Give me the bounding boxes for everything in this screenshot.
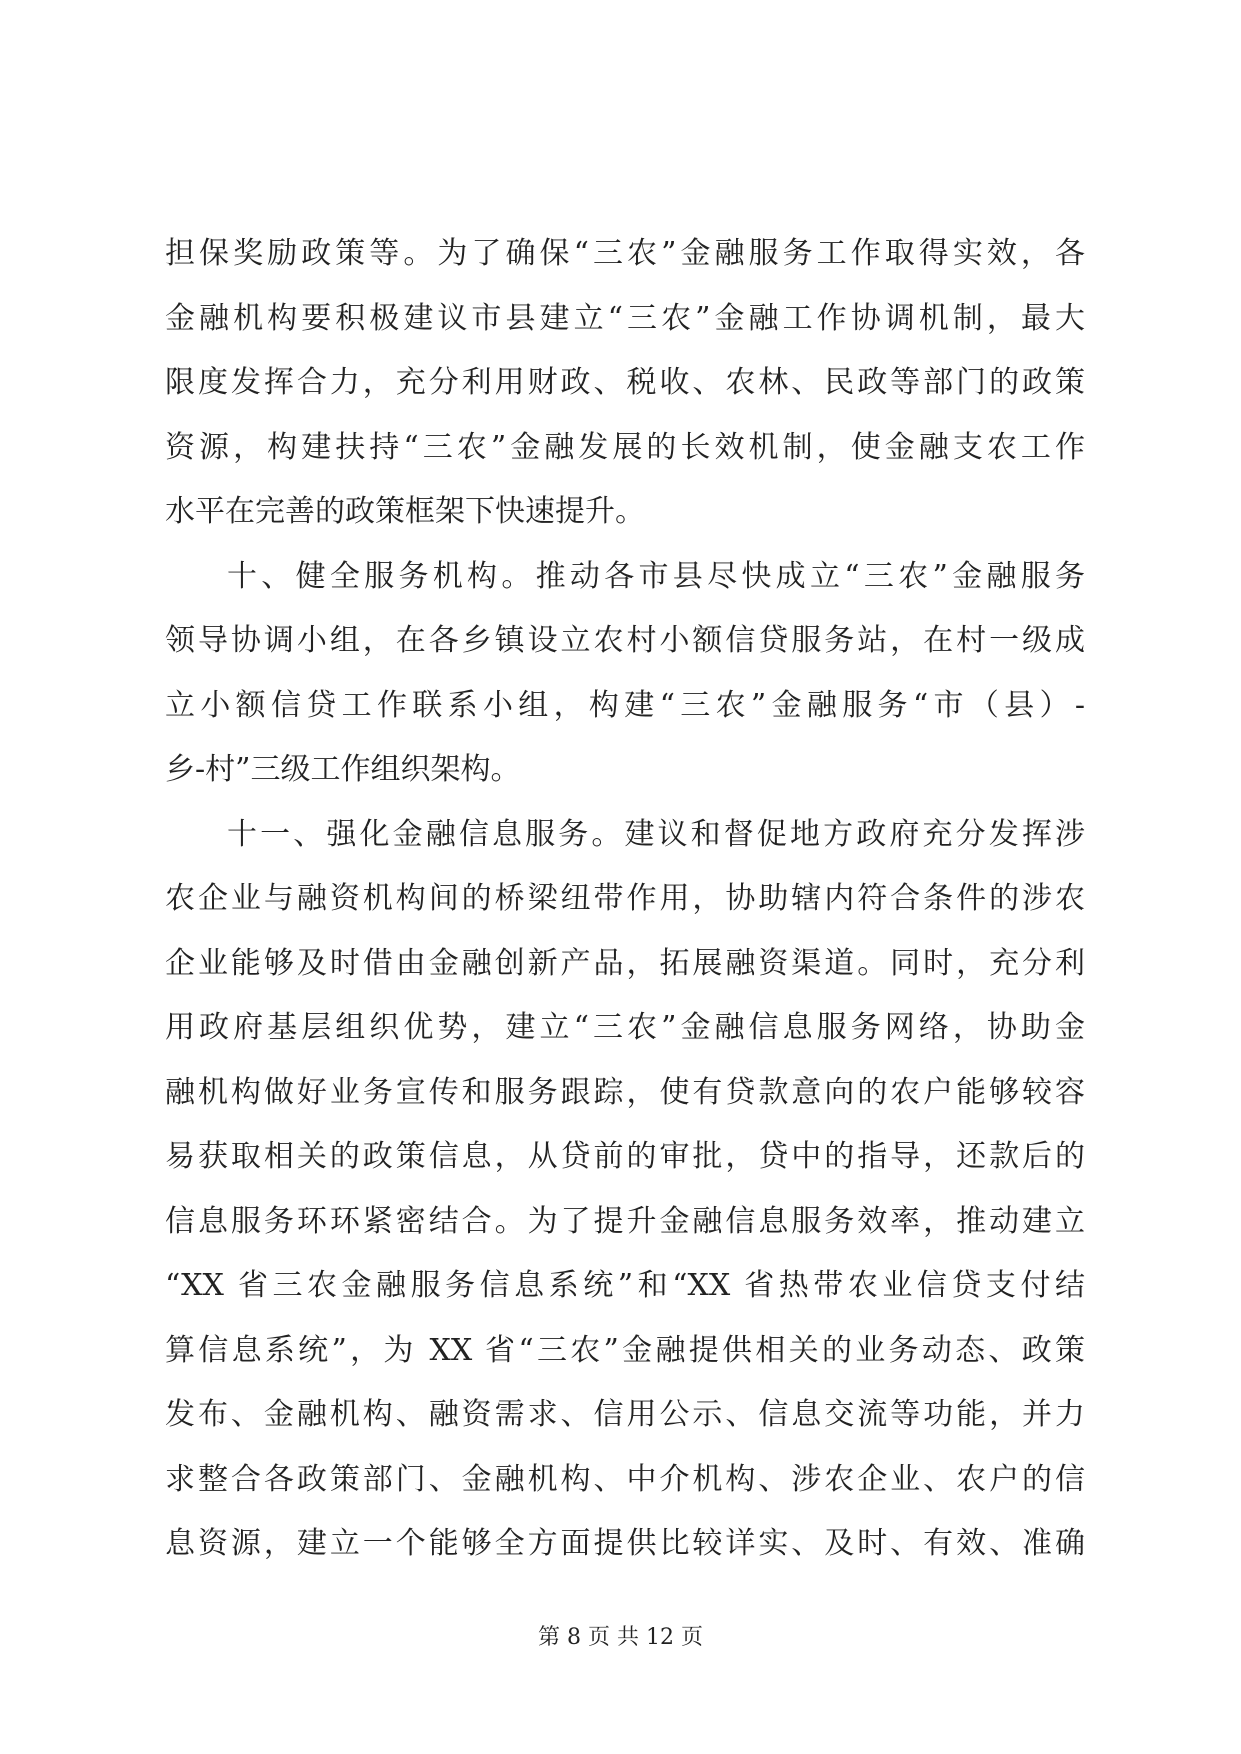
page-number-footer: 第 8 页 共 12 页 [538,1625,703,1650]
text-line: 求整合各政策部门、金融机构、中介机构、涉农企业、农户的信 [165,1461,1085,1497]
text-line: “XX 省三农金融服务信息系统”和“XX 省热带农业信贷支付结 [165,1268,1085,1303]
text-line: 水平在完善的政策框架下快速提升。 [165,494,645,529]
text-line: 信息服务环环紧密结合。为了提升金融信息服务效率，推动建立 [165,1203,1085,1239]
text-line: 限度发挥合力，充分利用财政、税收、农林、民政等部门的政策 [165,365,1085,400]
text-line: 发布、金融机构、融资需求、信用公示、信息交流等功能，并力 [165,1397,1085,1432]
text-line: 融机构做好业务宣传和服务跟踪，使有贷款意向的农户能够较容 [165,1074,1085,1110]
text-line: 资源，构建扶持“三农”金融发展的长效机制，使金融支农工作 [165,429,1085,465]
text-line: 农企业与融资机构间的桥梁纽带作用，协助辖内符合条件的涉农 [165,881,1085,916]
document-body [165,222,1085,1577]
text-line: 息资源，建立一个能够全方面提供比较详实、及时、有效、准确 [165,1526,1085,1561]
text-line: 金融机构要积极建议市县建立“三农”金融工作协调机制，最大 [165,300,1085,336]
text-line: 易获取相关的政策信息，从贷前的审批，贷中的指导，还款后的 [165,1139,1085,1174]
section-ten-heading-line: 十、健全服务机构。推动各市县尽快成立“三农”金融服务 [227,558,1085,594]
text-line: 领导协调小组，在各乡镇设立农村小额信贷服务站，在村一级成 [165,623,1085,658]
text-line: 立小额信贷工作联系小组，构建“三农”金融服务“市（县）- [165,687,1085,723]
text-line: 算信息系统”，为 XX 省“三农”金融提供相关的业务动态、政策 [165,1332,1085,1368]
text-line: 企业能够及时借由金融创新产品，拓展融资渠道。同时，充分利 [165,945,1085,981]
text-line: 用政府基层组织优势，建立“三农”金融信息服务网络，协助金 [165,1010,1085,1045]
text-line: 乡-村”三级工作组织架构。 [165,752,521,787]
section-eleven-heading-line: 十一、强化金融信息服务。建议和督促地方政府充分发挥涉 [227,816,1085,852]
text-line: 担保奖励政策等。为了确保“三农”金融服务工作取得实效，各 [165,236,1085,271]
